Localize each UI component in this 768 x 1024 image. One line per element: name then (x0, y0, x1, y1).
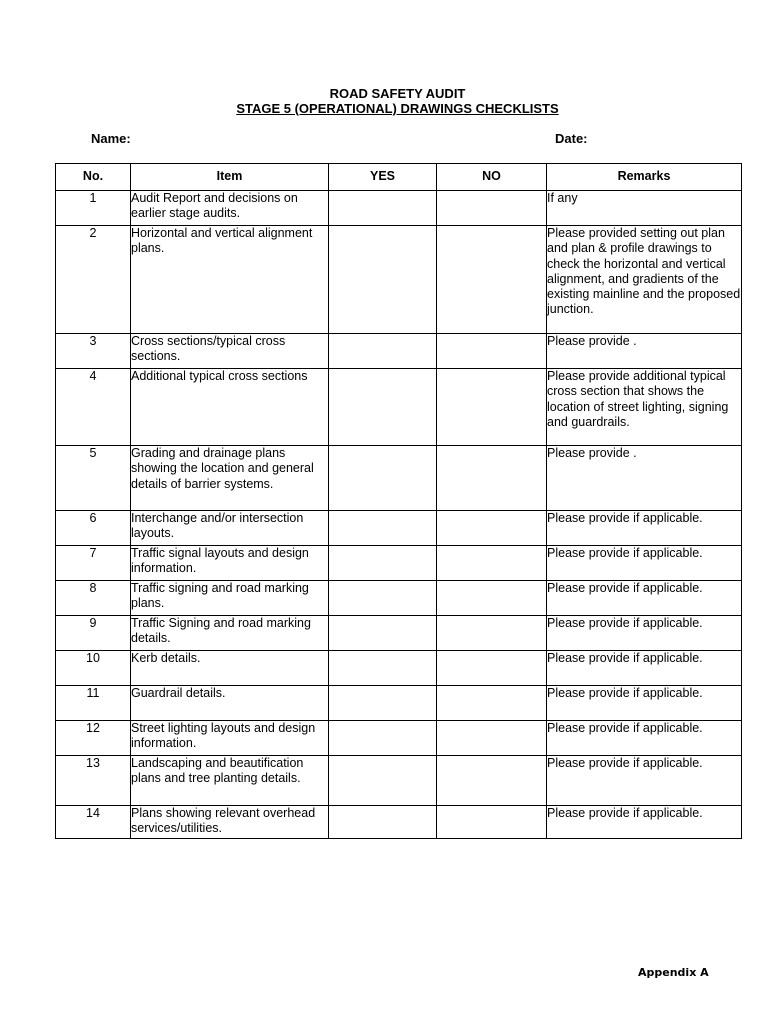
row-item: Guardrail details. (131, 686, 329, 721)
row-remarks: Please provide . (547, 334, 742, 369)
column-header-item: Item (131, 164, 329, 191)
yes-cell[interactable] (329, 191, 437, 226)
no-cell[interactable] (437, 651, 547, 686)
row-remarks: Please provide if applicable. (547, 756, 742, 806)
row-item: Additional typical cross sections (131, 369, 329, 446)
table-row (56, 191, 742, 226)
row-remarks: Please provide if applicable. (547, 651, 742, 686)
no-cell[interactable] (437, 806, 547, 839)
row-number: 10 (56, 651, 131, 686)
row-number: 4 (56, 369, 131, 446)
yes-cell[interactable] (329, 226, 437, 334)
row-item: Grading and drainage plans showing the location and general details of barrier systems. (131, 446, 329, 511)
row-remarks: Please provide if applicable. (547, 546, 742, 581)
row-number: 8 (56, 581, 131, 616)
no-cell[interactable] (437, 369, 547, 446)
row-remarks: If any (547, 191, 742, 226)
table-row (56, 581, 742, 616)
row-remarks: Please provide if applicable. (547, 721, 742, 756)
table-row (56, 616, 742, 651)
row-number: 2 (56, 226, 131, 334)
row-number: 7 (56, 546, 131, 581)
no-cell[interactable] (437, 616, 547, 651)
row-number: 6 (56, 511, 131, 546)
row-number: 3 (56, 334, 131, 369)
column-header-no-answer: NO (437, 164, 547, 191)
table-header-row (56, 164, 742, 191)
yes-cell[interactable] (329, 756, 437, 806)
row-remarks: Please provide if applicable. (547, 511, 742, 546)
checklist-table (55, 163, 742, 839)
row-number: 14 (56, 806, 131, 839)
no-cell[interactable] (437, 686, 547, 721)
yes-cell[interactable] (329, 581, 437, 616)
table-row (56, 806, 742, 839)
table-row (56, 546, 742, 581)
row-number: 11 (56, 686, 131, 721)
document-subtitle: STAGE 5 (OPERATIONAL) DRAWINGS CHECKLISTS (236, 101, 559, 116)
row-remarks: Please provided setting out plan and plan & profile drawings to check the horizontal and vertical alignment, and gradients of the existing mainline and the proposed junction. (547, 226, 742, 334)
column-header-no: No. (56, 164, 131, 191)
row-item: Cross sections/typical cross sections. (131, 334, 329, 369)
table-row (56, 446, 742, 511)
yes-cell[interactable] (329, 616, 437, 651)
no-cell[interactable] (437, 721, 547, 756)
yes-cell[interactable] (329, 369, 437, 446)
yes-cell[interactable] (329, 806, 437, 839)
row-remarks: Please provide if applicable. (547, 806, 742, 839)
row-remarks: Please provide if applicable. (547, 686, 742, 721)
row-item: Kerb details. (131, 651, 329, 686)
row-item: Traffic signal layouts and design information. (131, 546, 329, 581)
no-cell[interactable] (437, 546, 547, 581)
row-remarks: Please provide if applicable. (547, 616, 742, 651)
no-cell[interactable] (437, 226, 547, 334)
row-item: Interchange and/or intersection layouts. (131, 511, 329, 546)
table-row (56, 369, 742, 446)
row-number: 9 (56, 616, 131, 651)
row-number: 1 (56, 191, 131, 226)
row-item: Landscaping and beautification plans and tree planting details. (131, 756, 329, 806)
column-header-yes: YES (329, 164, 437, 191)
document-title: ROAD SAFETY AUDIT (329, 86, 466, 101)
row-number: 12 (56, 721, 131, 756)
row-remarks: Please provide if applicable. (547, 581, 742, 616)
no-cell[interactable] (437, 191, 547, 226)
row-item: Traffic Signing and road marking details. (131, 616, 329, 651)
yes-cell[interactable] (329, 721, 437, 756)
yes-cell[interactable] (329, 546, 437, 581)
table-row (56, 226, 742, 334)
table-row (56, 686, 742, 721)
table-row (56, 511, 742, 546)
row-item: Audit Report and decisions on earlier stage audits. (131, 191, 329, 226)
row-item: Plans showing relevant overhead services/utilities. (131, 806, 329, 839)
column-header-remarks: Remarks (547, 164, 742, 191)
table-row (56, 334, 742, 369)
row-number: 5 (56, 446, 131, 511)
appendix-label: Appendix A (638, 966, 709, 979)
date-label: Date: (555, 131, 588, 146)
row-item: Horizontal and vertical alignment plans. (131, 226, 329, 334)
yes-cell[interactable] (329, 511, 437, 546)
name-label: Name: (91, 131, 131, 146)
row-remarks: Please provide . (547, 446, 742, 511)
row-number: 13 (56, 756, 131, 806)
row-remarks: Please provide additional typical cross section that shows the location of street lighting, signing and guardrails. (547, 369, 742, 446)
yes-cell[interactable] (329, 651, 437, 686)
no-cell[interactable] (437, 511, 547, 546)
yes-cell[interactable] (329, 686, 437, 721)
row-item: Traffic signing and road marking plans. (131, 581, 329, 616)
no-cell[interactable] (437, 334, 547, 369)
table-row (56, 721, 742, 756)
table-row (56, 651, 742, 686)
yes-cell[interactable] (329, 446, 437, 511)
table-row (56, 756, 742, 806)
no-cell[interactable] (437, 446, 547, 511)
no-cell[interactable] (437, 756, 547, 806)
yes-cell[interactable] (329, 334, 437, 369)
row-item: Street lighting layouts and design information. (131, 721, 329, 756)
no-cell[interactable] (437, 581, 547, 616)
